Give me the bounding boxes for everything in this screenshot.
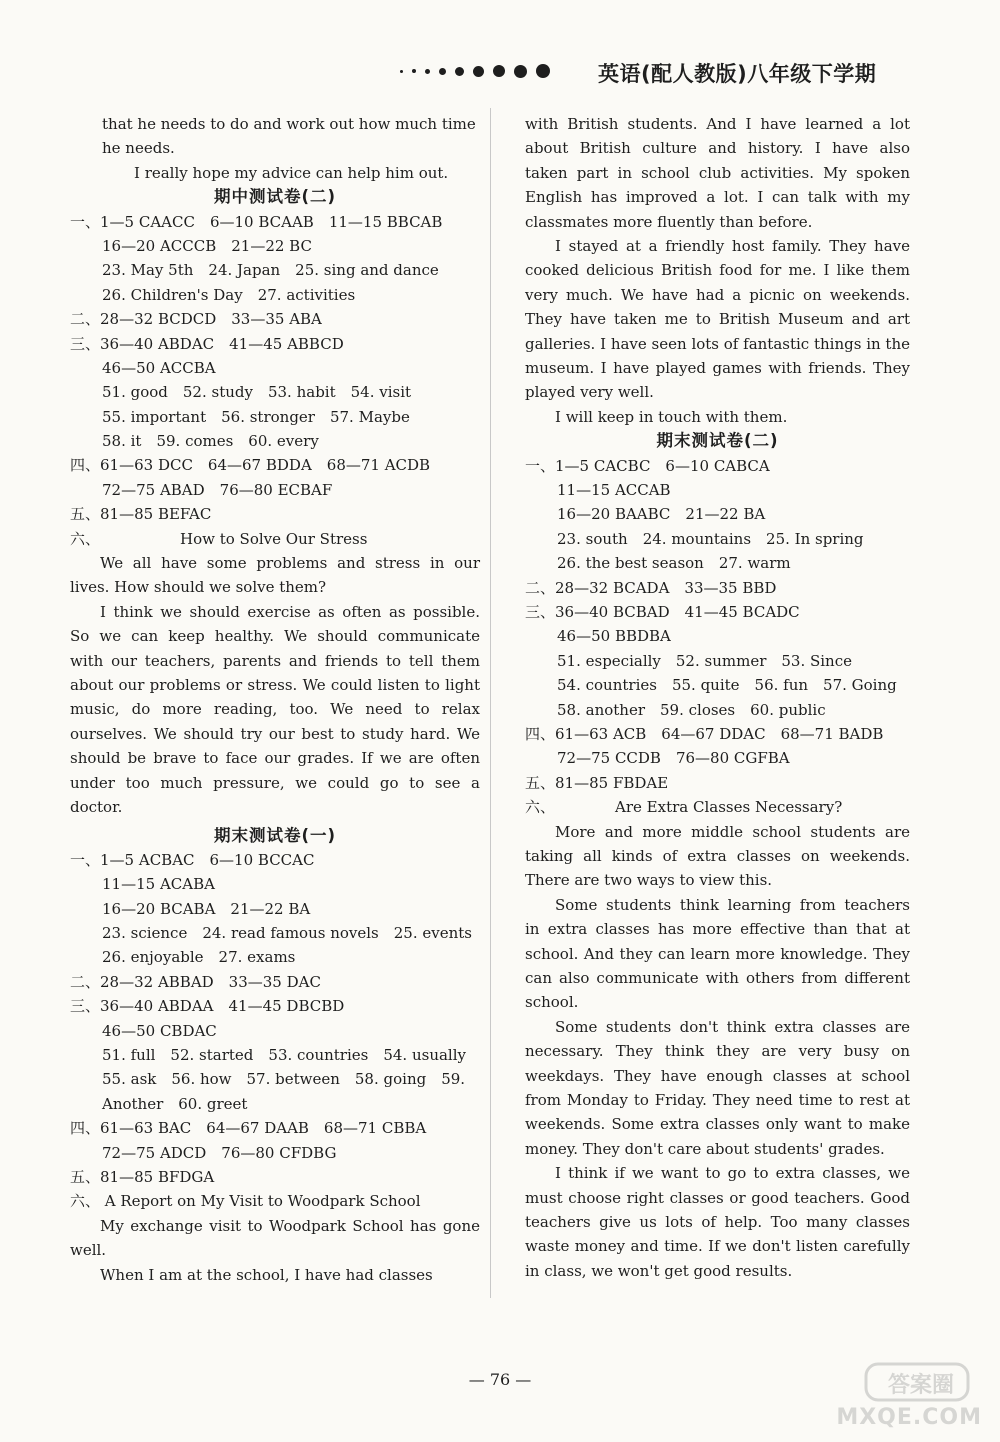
answer-line: 46—50 ACCBA [102, 358, 216, 377]
dot-icon [493, 65, 505, 77]
essay-paragraph: I stayed at a friendly host family. They have cooked delicious British food for me. I like them very much. We have had a picnic on weekends. They have taken me to British Museum and art galleries. I have seen lots of fantastic things in the museum. I have played games with friends. They played very well. [525, 237, 910, 402]
answer-line: 46—50 CBDAC [102, 1021, 217, 1040]
header-dots [400, 64, 559, 78]
essay-paragraph: I think we should exercise as often as possible. So we can keep healthy. We should communicate with our teachers, parents and friends to tell them about our problems or stress. We could listen to light music, do more reading, too. We need to relax ourselves. We should try our best to study hard. We should be brave to face our grades. If we are often under too much pressure, we could go to see a doctor. [70, 602, 480, 817]
essay-paragraph-continued: with British students. And I have learned a lot about British culture and history. I have also taken part in school club activities. My spoken English has improved a lot. I can talk with my classmates more fluently than before. [525, 115, 910, 231]
answer-line: 四、61—63 ACB 64—67 DDAC 68—71 BADB [525, 724, 884, 743]
answer-line: 51. good 52. study 53. habit 54. visit [102, 383, 412, 402]
answer-line: 二、28—32 BCDCD 33—35 ABA [70, 310, 322, 329]
answer-line: 51. especially 52. summer 53. Since [557, 651, 852, 670]
text-line: he needs. [102, 139, 175, 158]
dot-icon [455, 67, 464, 76]
answer-line: 26. enjoyable 27. exams [102, 948, 296, 967]
answer-line: 46—50 BBDBA [557, 627, 671, 646]
answer-line: Another 60. greet [102, 1094, 248, 1113]
essay-paragraph: More and more middle school students are taking all kinds of extra classes on weekends. There are two ways to view this. [525, 822, 910, 890]
watermark-logo-text: 答案圈 [887, 1373, 954, 1398]
section-heading-midterm-2: 期中测试卷(二) [213, 187, 337, 207]
dot-icon [536, 64, 550, 78]
answer-line: 五、81—85 BFDGA [70, 1167, 215, 1186]
essay-paragraph: My exchange visit to Woodpark School has gone well. [70, 1216, 480, 1260]
answer-line: 三、36—40 ABDAA 41—45 DBCBD [70, 997, 345, 1016]
watermark-text: MXQE.COM [836, 1405, 982, 1430]
answer-line: 11—15 ACABA [102, 875, 215, 894]
answer-line: 58. it 59. comes 60. every [102, 432, 319, 451]
essay-paragraph: Some students don't think extra classes are necessary. They think they are very busy on weekdays. They have enough classes at school from Monday to Friday. They need time to rest at weekends. Some extra classes only want to make money. They don't care about students' grades. [525, 1017, 910, 1158]
essay-title-line [70, 527, 480, 551]
answer-line: 54. countries 55. quite 56. fun 57. Going [557, 676, 897, 695]
answer-line: 四、61—63 BAC 64—67 DAAB 68—71 CBBA [70, 1119, 427, 1138]
answer-line: 16—20 ACCCB 21—22 BC [102, 236, 312, 255]
section-heading-final-2: 期末测试卷(二) [656, 431, 779, 451]
column-divider [490, 108, 491, 1298]
section-heading-final-1: 期末测试卷(一) [213, 825, 337, 845]
answer-line: 五、81—85 BEFAC [70, 505, 212, 524]
dot-icon [439, 68, 446, 75]
essay-prefix: 六、 [525, 798, 556, 817]
text-line: I really hope my advice can help him out. [134, 163, 449, 182]
answer-line: 五、81—85 FBDAE [525, 773, 669, 792]
answer-line: 72—75 ADCD 76—80 CFDBG [102, 1143, 337, 1162]
page-number: — 76 — [468, 1370, 532, 1389]
essay-title: How to Solve Our Stress [180, 529, 368, 548]
answer-line: 一、1—5 ACBAC 6—10 BCCAC [70, 850, 315, 869]
answer-line: 二、28—32 BCADA 33—35 BBD [525, 578, 777, 597]
answer-line: 二、28—32 ABBAD 33—35 DAC [70, 972, 321, 991]
answer-line: 72—75 ABAD 76—80 ECBAF [102, 480, 333, 499]
answer-line: 三、36—40 ABDAC 41—45 ABBCD [70, 334, 344, 353]
answer-line: 一、1—5 CAACC 6—10 BCAAB 11—15 BBCAB [70, 212, 443, 231]
answer-line: 16—20 BCABA 21—22 BA [102, 899, 311, 918]
answer-line: 51. full 52. started 53. countries 54. usually [102, 1046, 466, 1065]
answer-line: 一、1—5 CACBC 6—10 CABCA [525, 456, 770, 475]
page-header [400, 58, 920, 92]
answer-line: 三、36—40 BCBAD 41—45 BCADC [525, 603, 800, 622]
essay-title: Are Extra Classes Necessary? [615, 798, 843, 817]
essay-paragraph: Some students think learning from teachers in extra classes has more effective than that at school. And they can learn more knowledge. They can also communicate with others from different school. [525, 895, 910, 1012]
essay-paragraph: When I am at the school, I have had classes [100, 1265, 433, 1284]
answer-line: 26. Children's Day 27. activities [102, 285, 356, 304]
right-column [525, 112, 910, 1283]
essay-paragraph: I think if we want to go to extra classes, we must choose right classes or good teachers. Good teachers give us lots of help. Too many classes waste money and time. If we don't listen carefully in class, we won't get good results. [525, 1164, 910, 1280]
answer-line: 11—15 ACCAB [557, 481, 671, 500]
dot-icon [473, 66, 484, 77]
header-title: 英语(配人教版)八年级下学期 [598, 62, 877, 86]
answer-line: 55. ask 56. how 57. between 58. going 59. [102, 1070, 466, 1089]
essay-paragraph: We all have some problems and stress in our lives. How should we solve them? [70, 554, 480, 597]
dot-icon [412, 69, 416, 73]
answer-line: 四、61—63 DCC 64—67 BDDA 68—71 ACDB [70, 456, 431, 475]
left-column [70, 112, 480, 1287]
essay-title-line: 六、 A Report on My Visit to Woodpark School [70, 1192, 421, 1211]
answer-line: 26. the best season 27. warm [557, 554, 791, 573]
dot-icon [400, 70, 403, 73]
answer-line: 23. south 24. mountains 25. In spring [557, 529, 864, 548]
answer-line: 58. another 59. closes 60. public [557, 700, 826, 719]
dot-icon [514, 65, 527, 78]
dot-icon [425, 69, 430, 74]
text-line: that he needs to do and work out how much time [102, 115, 476, 133]
essay-title-line [525, 795, 910, 819]
answer-line: 55. important 56. stronger 57. Maybe [102, 407, 410, 426]
answer-line: 23. science 24. read famous novels 25. events [102, 924, 472, 943]
essay-paragraph: I will keep in touch with them. [555, 407, 788, 426]
answer-line: 16—20 BAABC 21—22 BA [557, 505, 766, 524]
watermark-logo [822, 1360, 982, 1430]
answer-line: 72—75 CCDB 76—80 CGFBA [557, 749, 790, 768]
answer-line: 23. May 5th 24. Japan 25. sing and dance [102, 261, 439, 280]
essay-prefix: 六、 [70, 529, 101, 548]
